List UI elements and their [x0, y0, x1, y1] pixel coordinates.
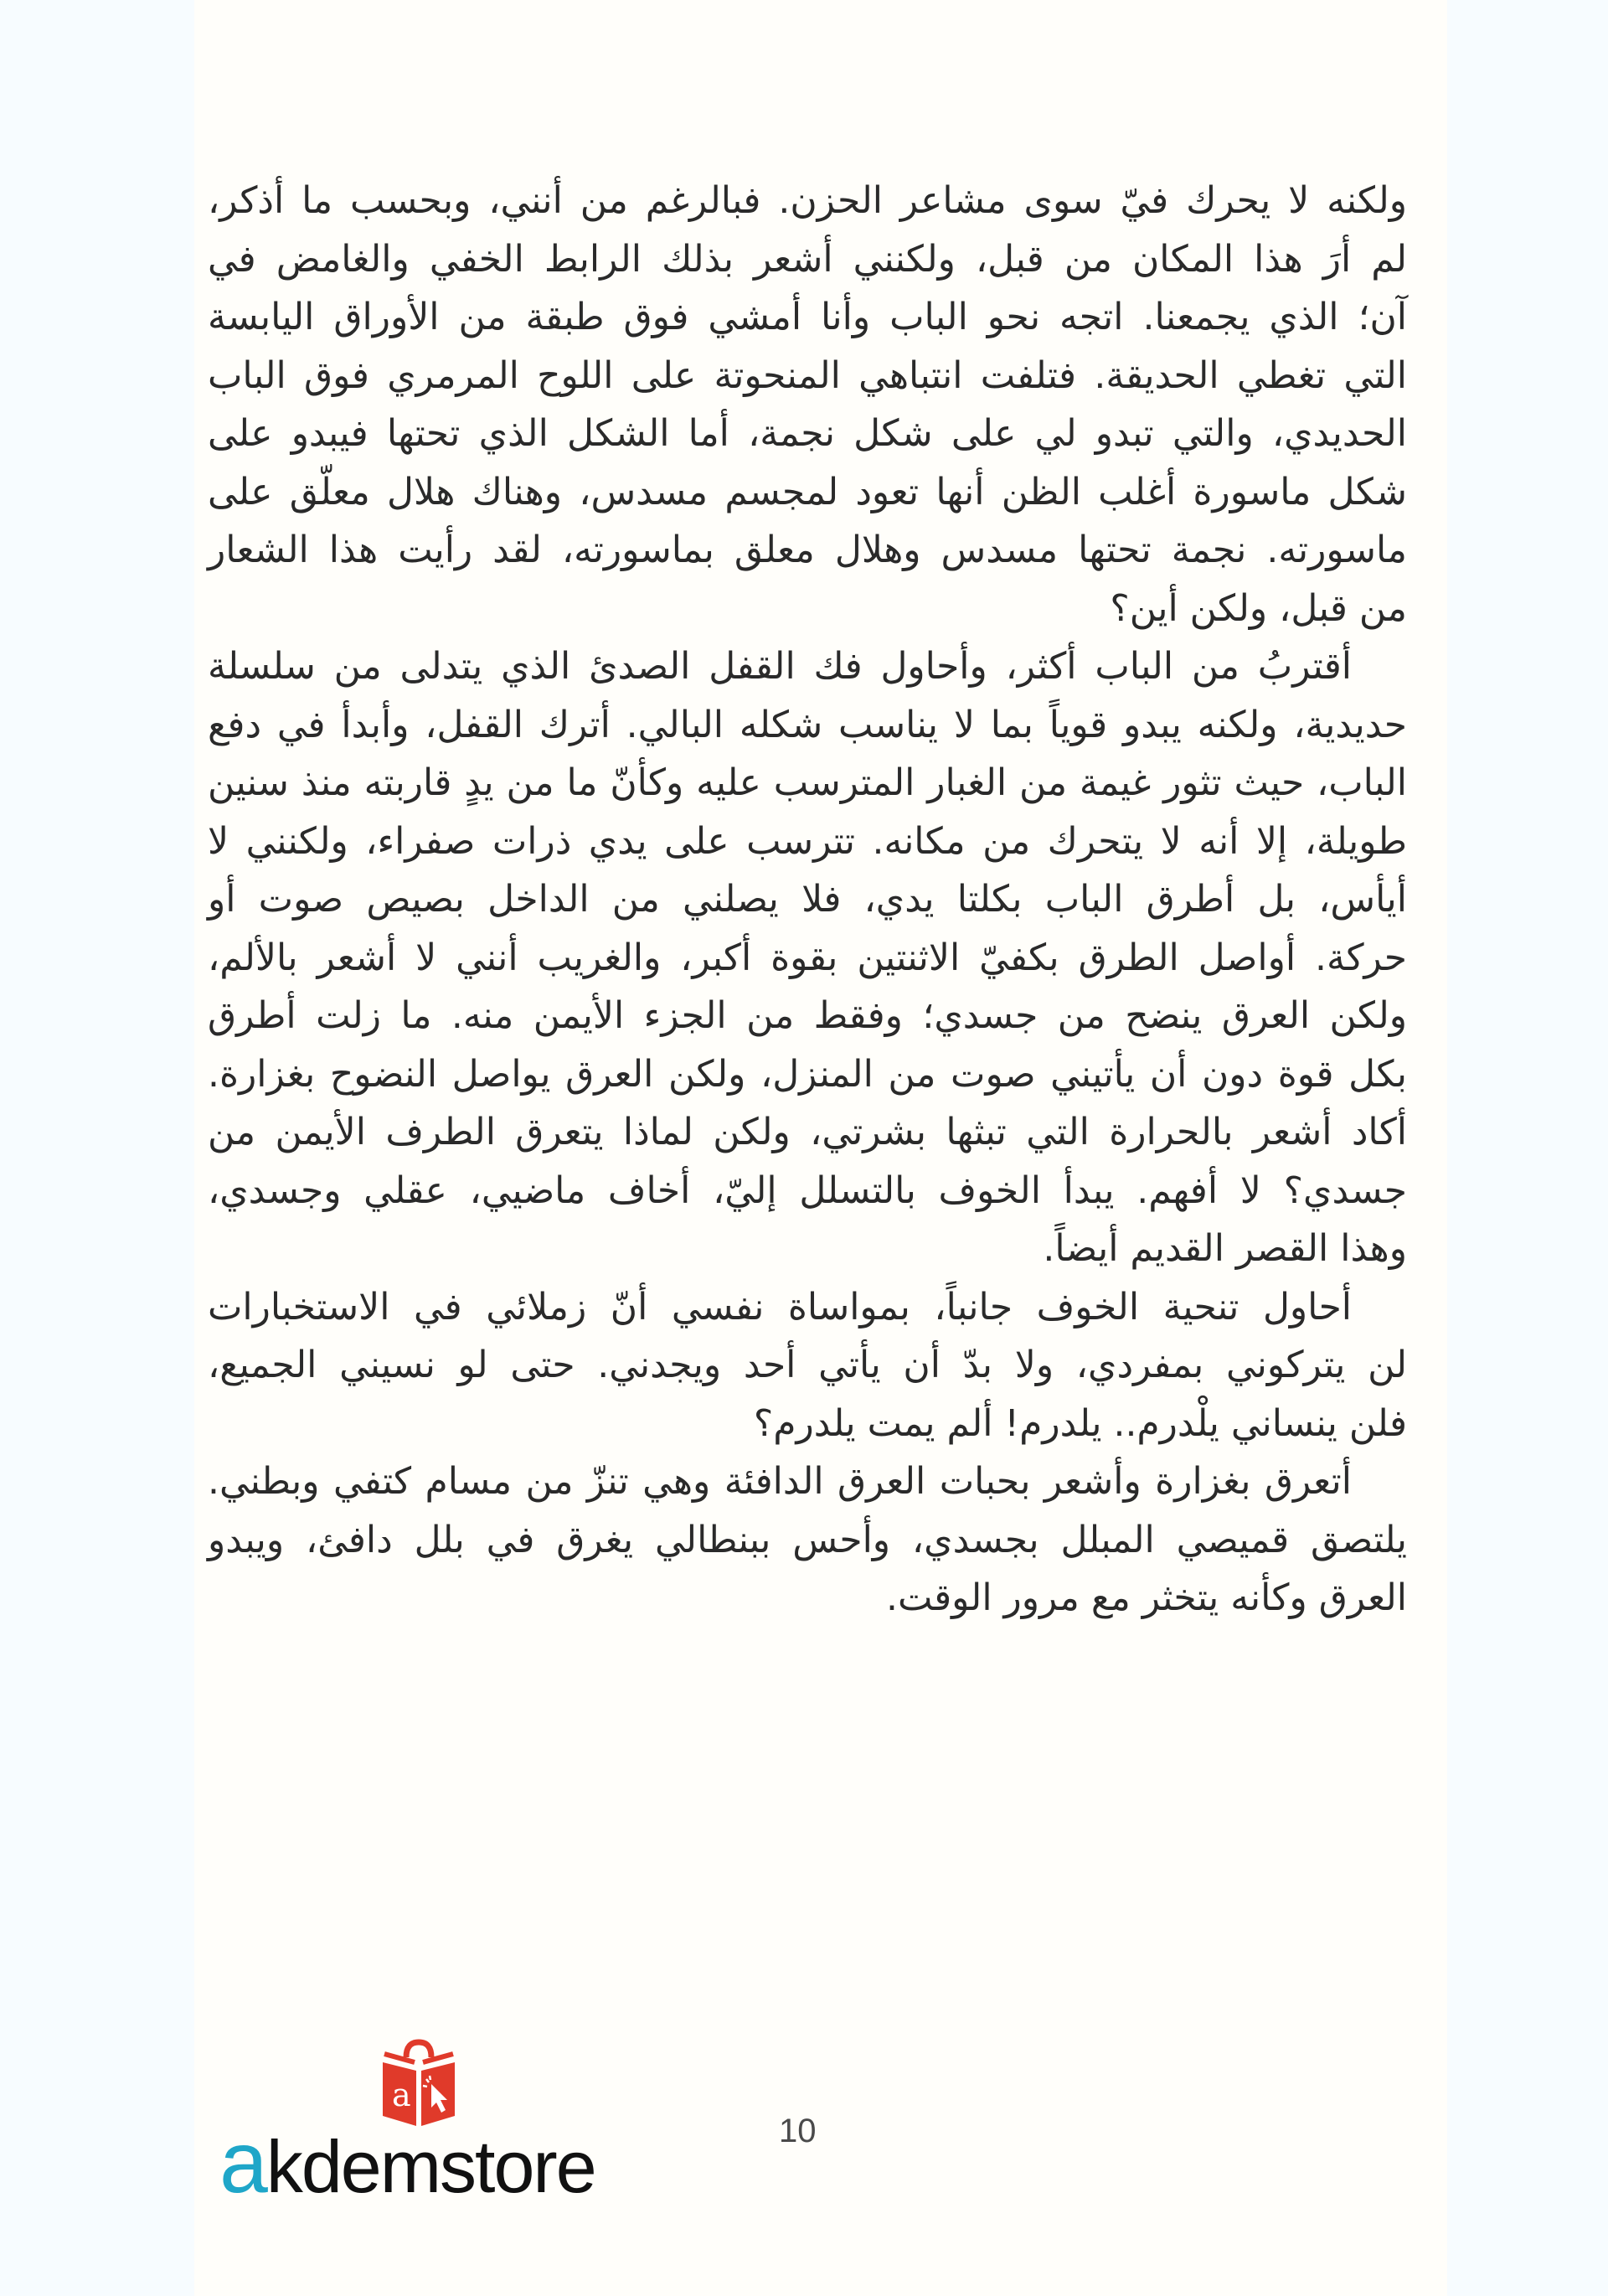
text-line: وهذا القصر القديم أيضاً.: [1043, 1227, 1407, 1270]
logo-handle: [406, 2042, 431, 2057]
text-line: يلتصق قميصي المبلل بجسدي، وأحس ببنطالي يغرق في بلل دافئ، ويبدو: [208, 1518, 1407, 1561]
text-line: الباب، حيث تثور غيمة من الغبار المترسب عليه وكأنّ ما من يدٍ قاربته منذ سنين: [208, 761, 1407, 804]
text-line: من قبل، ولكن أين؟: [1110, 586, 1407, 630]
text-line: حركة. أواصل الطرق بكفيّ الاثنتين بقوة أكبر، والغريب أنني لا أشعر بالألم،: [208, 936, 1407, 979]
text-line: طويلة، إلا أنه لا يتحرك من مكانه. تترسب على يدي ذرات صفراء، ولكنني لا: [208, 819, 1407, 863]
text-line: أحاول تنحية الخوف جانباً، بمواساة نفسي أنّ زملائي في الاستخبارات: [208, 1285, 1352, 1329]
text-line: أكاد أشعر بالحرارة التي تبثها بشرتي، ولكن لماذا يتعرق الطرف الأيمن من: [208, 1111, 1407, 1153]
text-line: العرق وكأنه يتخثر مع مرور الوقت.: [885, 1576, 1407, 1619]
logo-ribbon-left: [384, 2054, 415, 2062]
akdemstore-logo: [201, 2035, 653, 2211]
text-line: آن؛ الذي يجمعنا. اتجه نحو الباب وأنا أمشي فوق طبقة من الأوراق اليابسة: [208, 296, 1407, 338]
text-line: أتعرق بغزارة وأشعر بحبات العرق الدافئة وهي تنزّ من مسام كتفي وبطني.: [208, 1460, 1352, 1503]
text-line: أقتربُ من الباب أكثر، وأحاول فك القفل الصدئ الذي يتدلى من سلسلة: [208, 645, 1352, 688]
page-number: 10: [779, 2113, 817, 2149]
text-line: بكل قوة دون أن يأتيني صوت من المنزل، ولكن العرق يواصل النضوح بغزارة.: [208, 1052, 1407, 1096]
logo-brand-rest: kdemstore: [265, 2125, 595, 2208]
logo-icon-letter: a: [392, 2077, 411, 2113]
text-line: حديدية، ولكنه يبدو قوياً بما لا يناسب شكله البالي. أترك القفل، وأبدأ في دفع: [208, 703, 1407, 746]
text-line: أيأس، بل أطرق الباب بكلتا يدي، فلا يصلني من الداخل بصيص صوت أو: [208, 878, 1407, 921]
book-cart-icon: [373, 2035, 465, 2128]
text-line: ولكنه لا يحرك فيّ سوى مشاعر الحزن. فبالرغم من أنني، وبحسب ما أذكر،: [208, 179, 1407, 222]
text-line: لم أرَ هذا المكان من قبل، ولكنني أشعر بذلك الرابط الخفي والغامض في: [208, 237, 1407, 281]
text-line: فلن ينساني يلْدرم.. يلدرم! ألم يمت يلدرم؟: [753, 1401, 1407, 1445]
text-line: ولكن العرق ينضح من جسدي؛ وفقط من الجزء الأيمن منه. ما زلت أطرق: [208, 994, 1407, 1037]
logo-ribbon-right: [423, 2054, 453, 2062]
text-line: التي تغطي الحديقة. فتلفت انتباهي المنحوتة على اللوح المرمري فوق الباب: [208, 353, 1407, 397]
text-line: شكل ماسورة أغلب الظن أنها تعود لمجسم مسدس، وهناك هلال معلّق على: [208, 470, 1407, 513]
text-line: لن يتركوني بمفردي، ولا بدّ أن يأتي أحد ويجدني. حتى لو نسيني الجميع،: [208, 1344, 1407, 1386]
text-line: الحديدي، والتي تبدو لي على شكل نجمة، أما الشكل الذي تحتها فيبدو على: [208, 412, 1407, 455]
body-text: [208, 172, 1407, 1628]
logo-wordmark: [219, 2114, 595, 2211]
text-line: جسدي؟ لا أفهم. يبدأ الخوف بالتسلل إليّ، أخاف ماضيي، عقلي وجسدي،: [208, 1169, 1407, 1212]
text-line: ماسورته. نجمة تحتها مسدس وهلال معلق بماسورته، لقد رأيت هذا الشعار: [208, 529, 1407, 571]
logo-accent-letter: a: [219, 2114, 266, 2211]
